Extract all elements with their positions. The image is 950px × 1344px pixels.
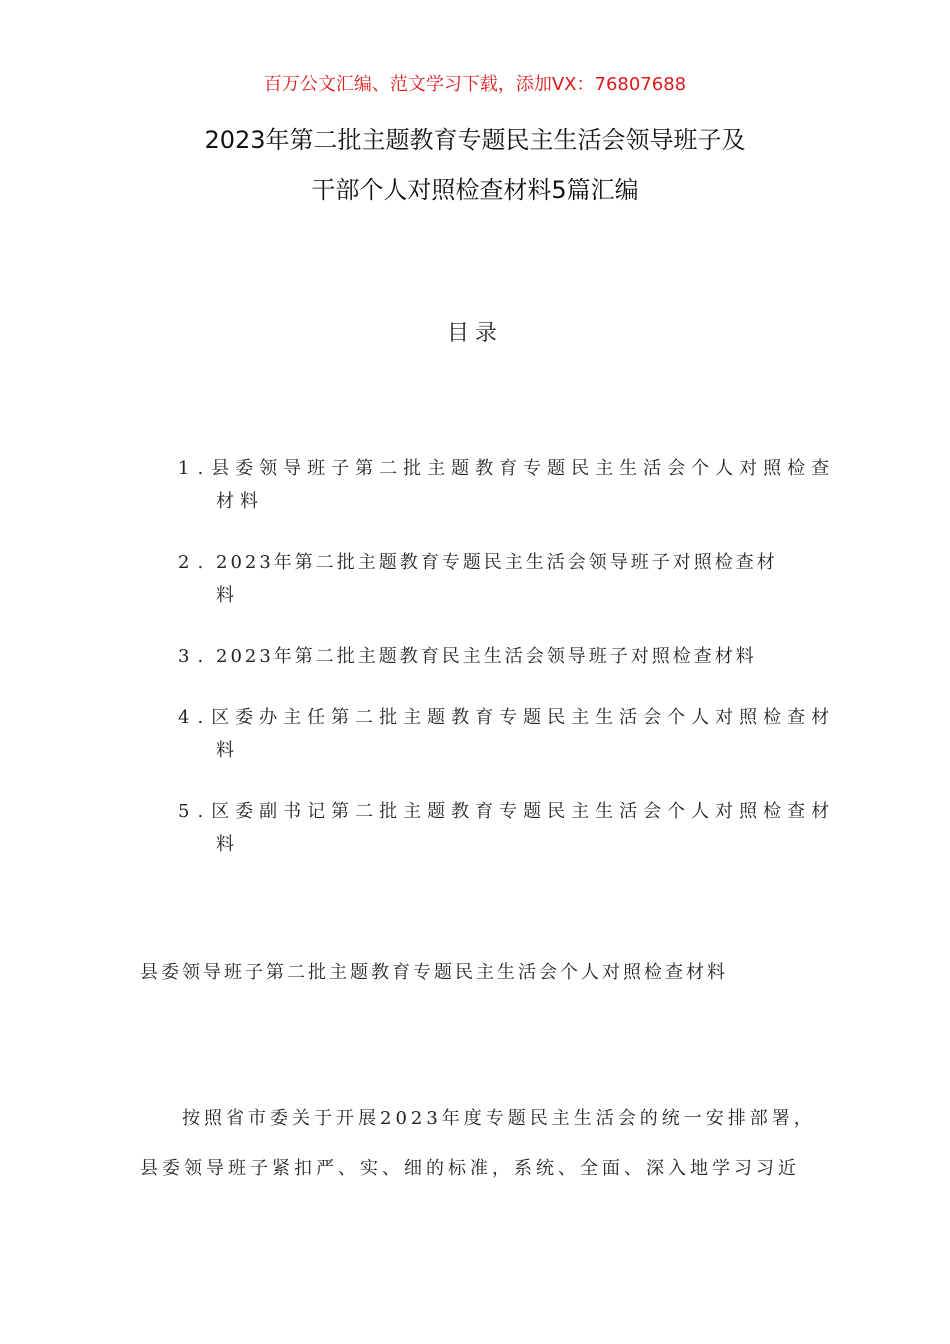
- body-paragraph-line-2: 县委领导班子紧扣严、实、细的标准，系统、全面、深入地学习习近: [140, 1158, 800, 1179]
- toc-item-number: 3.: [178, 646, 212, 667]
- toc-heading: 目录: [446, 321, 503, 346]
- toc-item-text: 区委副书记第二批主题教育专题民主生活会个人对照检查材: [211, 801, 836, 822]
- watermark-banner: 百万公文汇编、范文学习下载，添加VX：76807688: [263, 74, 687, 95]
- toc-item[interactable]: [178, 452, 836, 518]
- toc-item[interactable]: [178, 701, 836, 767]
- document-title-line-1: 2023年第二批主题教育专题民主生活会领导班子及: [204, 126, 746, 154]
- toc-item[interactable]: [178, 640, 818, 673]
- document-title-line-2: 干部个人对照检查材料5篇汇编: [311, 176, 639, 204]
- toc-item-continuation: 料: [216, 834, 240, 855]
- toc-item-text: 县委领导班子第二批主题教育专题民主生活会个人对照检查: [211, 458, 836, 479]
- toc-item[interactable]: [178, 795, 836, 861]
- table-of-contents: [178, 452, 836, 889]
- toc-item-text: 区委办主任第二批主题教育专题民主生活会个人对照检查材: [211, 707, 836, 728]
- toc-item-number: 4.: [178, 707, 212, 728]
- toc-item[interactable]: [178, 546, 818, 612]
- toc-item-number: 2.: [178, 552, 212, 573]
- toc-item-text: 2023年第二批主题教育专题民主生活会领导班子对照检查材: [216, 552, 778, 573]
- toc-item-continuation: 料: [216, 740, 240, 761]
- body-paragraph-line-1: 按照省市委关于开展2023年度专题民主生活会的统一安排部署，: [182, 1108, 816, 1129]
- toc-item-number: 5.: [178, 801, 212, 822]
- section-title: 县委领导班子第二批主题教育专题民主生活会个人对照检查材料: [140, 962, 728, 983]
- toc-item-text: 2023年第二批主题教育民主生活会领导班子对照检查材料: [216, 646, 757, 667]
- toc-item-continuation: 材料: [216, 491, 264, 512]
- toc-item-number: 1.: [178, 458, 212, 479]
- toc-item-continuation: 料: [216, 585, 240, 606]
